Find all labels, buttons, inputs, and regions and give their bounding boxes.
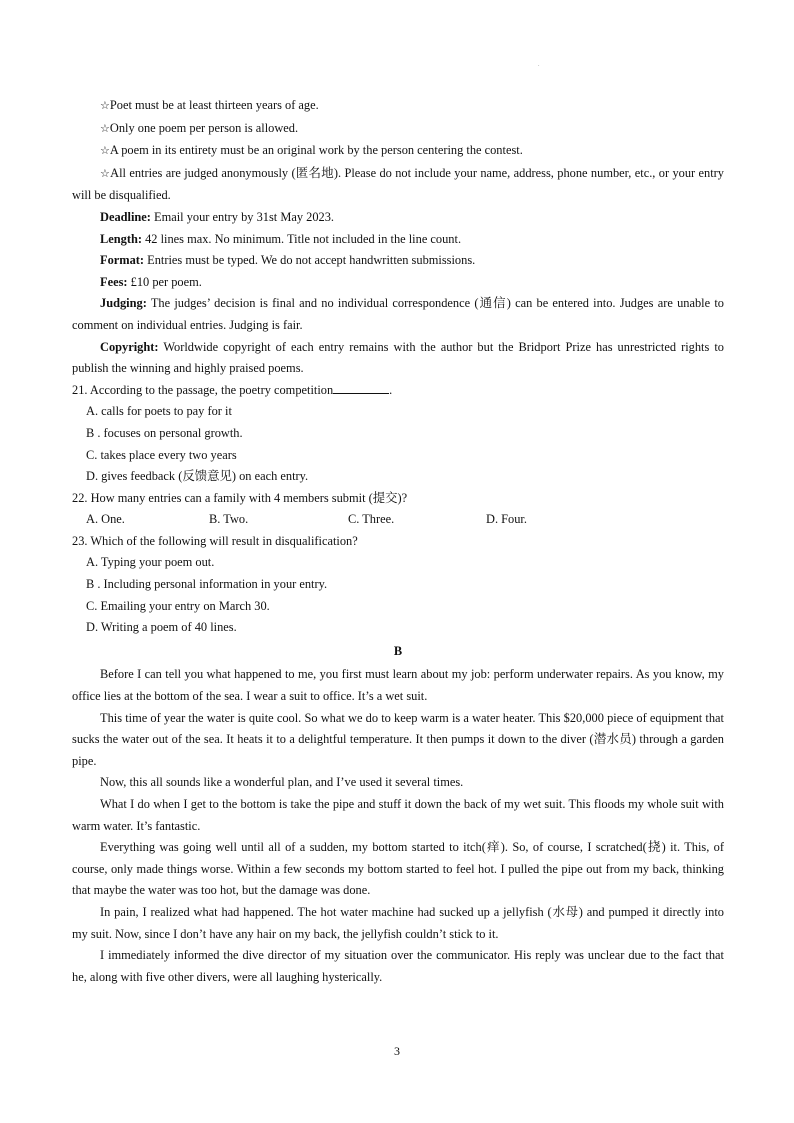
answer-blank xyxy=(333,381,389,394)
page-number: 3 xyxy=(394,1044,400,1058)
rule-item: ☆A poem in its entirety must be an original work by the person centering the contest. xyxy=(100,143,523,158)
question-22 xyxy=(72,488,724,531)
option-c: C. Emailing your entry on March 30. xyxy=(86,598,270,613)
question-stem: 21. According to the passage, the poetry competition . xyxy=(72,382,393,397)
option-b: B . focuses on personal growth. xyxy=(86,425,243,440)
star-icon: ☆ xyxy=(100,167,111,180)
star-icon: ☆ xyxy=(100,145,110,158)
rule-item: ☆Only one poem per person is allowed. xyxy=(100,120,299,135)
paragraph: Before I can tell you what happened to me, you first must learn about my job: perform underwater repairs. As you know, my office lies at the bottom of the sea. I wear a suit to office. It’s a wet suit. xyxy=(72,667,724,704)
detail-judging: Judging: The judges’ decision is final and no individual correspondence (通信) can be entered into. Judges are unable to comment on individual entries. Judging is fair. xyxy=(72,296,724,332)
question-stem: 22. How many entries can a family with 4 members submit (提交)? xyxy=(72,490,408,505)
top-mark: . xyxy=(538,62,540,68)
star-icon: ☆ xyxy=(100,122,110,135)
page-content xyxy=(72,95,724,988)
rules-list xyxy=(72,95,724,207)
option-a: A. Typing your poem out. xyxy=(86,555,215,570)
paragraph: I immediately informed the dive director of my situation over the communicator. His reply was unclear due to the fact that he, along with five other divers, were all laughing hysterically. xyxy=(72,948,724,984)
paragraph: This time of year the water is quite cool. So what we do to keep warm is a water heater. This $20,000 piece of equipment that sucks the water out of the sea. It heats it to a delightful temperature. It then pumps it down to the diver (潜水员) through a garden pipe. xyxy=(72,710,724,768)
question-23 xyxy=(72,531,724,639)
option-a: A. One. xyxy=(86,512,125,527)
section-heading: B xyxy=(393,643,403,658)
detail-fees: Fees: £10 per poem. xyxy=(100,274,202,289)
detail-format: Format: Entries must be typed. We do not accept handwritten submissions. xyxy=(100,253,476,268)
option-d: D. gives feedback (反馈意见) on each entry. xyxy=(86,469,309,484)
option-a: A. calls for poets to pay for it xyxy=(86,404,232,419)
detail-copyright: Copyright: Worldwide copyright of each entry remains with the author but the Bridport Prize has unrestricted rights to publish the winning and highly praised poems. xyxy=(72,339,724,376)
option-d: D. Four. xyxy=(486,512,527,527)
detail-deadline: Deadline: Email your entry by 31st May 2023. xyxy=(100,209,335,224)
question-21 xyxy=(72,380,724,488)
option-b: B. Two. xyxy=(209,512,249,527)
option-d: D. Writing a poem of 40 lines. xyxy=(86,620,237,635)
paragraph: Now, this all sounds like a wonderful plan, and I’ve used it several times. xyxy=(100,775,464,790)
contest-details xyxy=(72,207,724,380)
paragraph: What I do when I get to the bottom is take the pipe and stuff it down the back of my wet suit. This floods my whole suit with warm water. It’s fantastic. xyxy=(72,797,724,833)
option-b: B . Including personal information in your entry. xyxy=(86,577,328,592)
star-icon: ☆ xyxy=(100,100,110,112)
detail-length: Length: 42 lines max. No minimum. Title not included in the line count. xyxy=(100,231,462,246)
paragraph: In pain, I realized what had happened. The hot water machine had sucked up a jellyfish (水母) and pumped it directly into my suit. Now, since I don’t have any hair on my back, the jellyfish couldn’t stick to it. xyxy=(72,904,724,941)
question-stem: 23. Which of the following will result in disqualification? xyxy=(72,533,358,548)
rule-item: ☆Poet must be at least thirteen years of age. xyxy=(100,98,319,112)
section-b xyxy=(72,641,724,989)
option-c: C. takes place every two years xyxy=(86,447,237,462)
rule-item: ☆All entries are judged anonymously (匿名地). Please do not include your name, address, phone number, etc., or your entry will be disqualified. xyxy=(72,165,724,203)
paragraph: Everything was going well until all of a sudden, my bottom started to itch(痒). So, of course, I scratched(挠) it. This, of course, only made things worse. Within a few seconds my bottom started to feel hot. I pulled the pipe out from my back, thinking that maybe the water was too hot, but the damage was done. xyxy=(72,840,724,898)
option-c: C. Three. xyxy=(348,512,395,527)
options-row xyxy=(72,509,724,531)
